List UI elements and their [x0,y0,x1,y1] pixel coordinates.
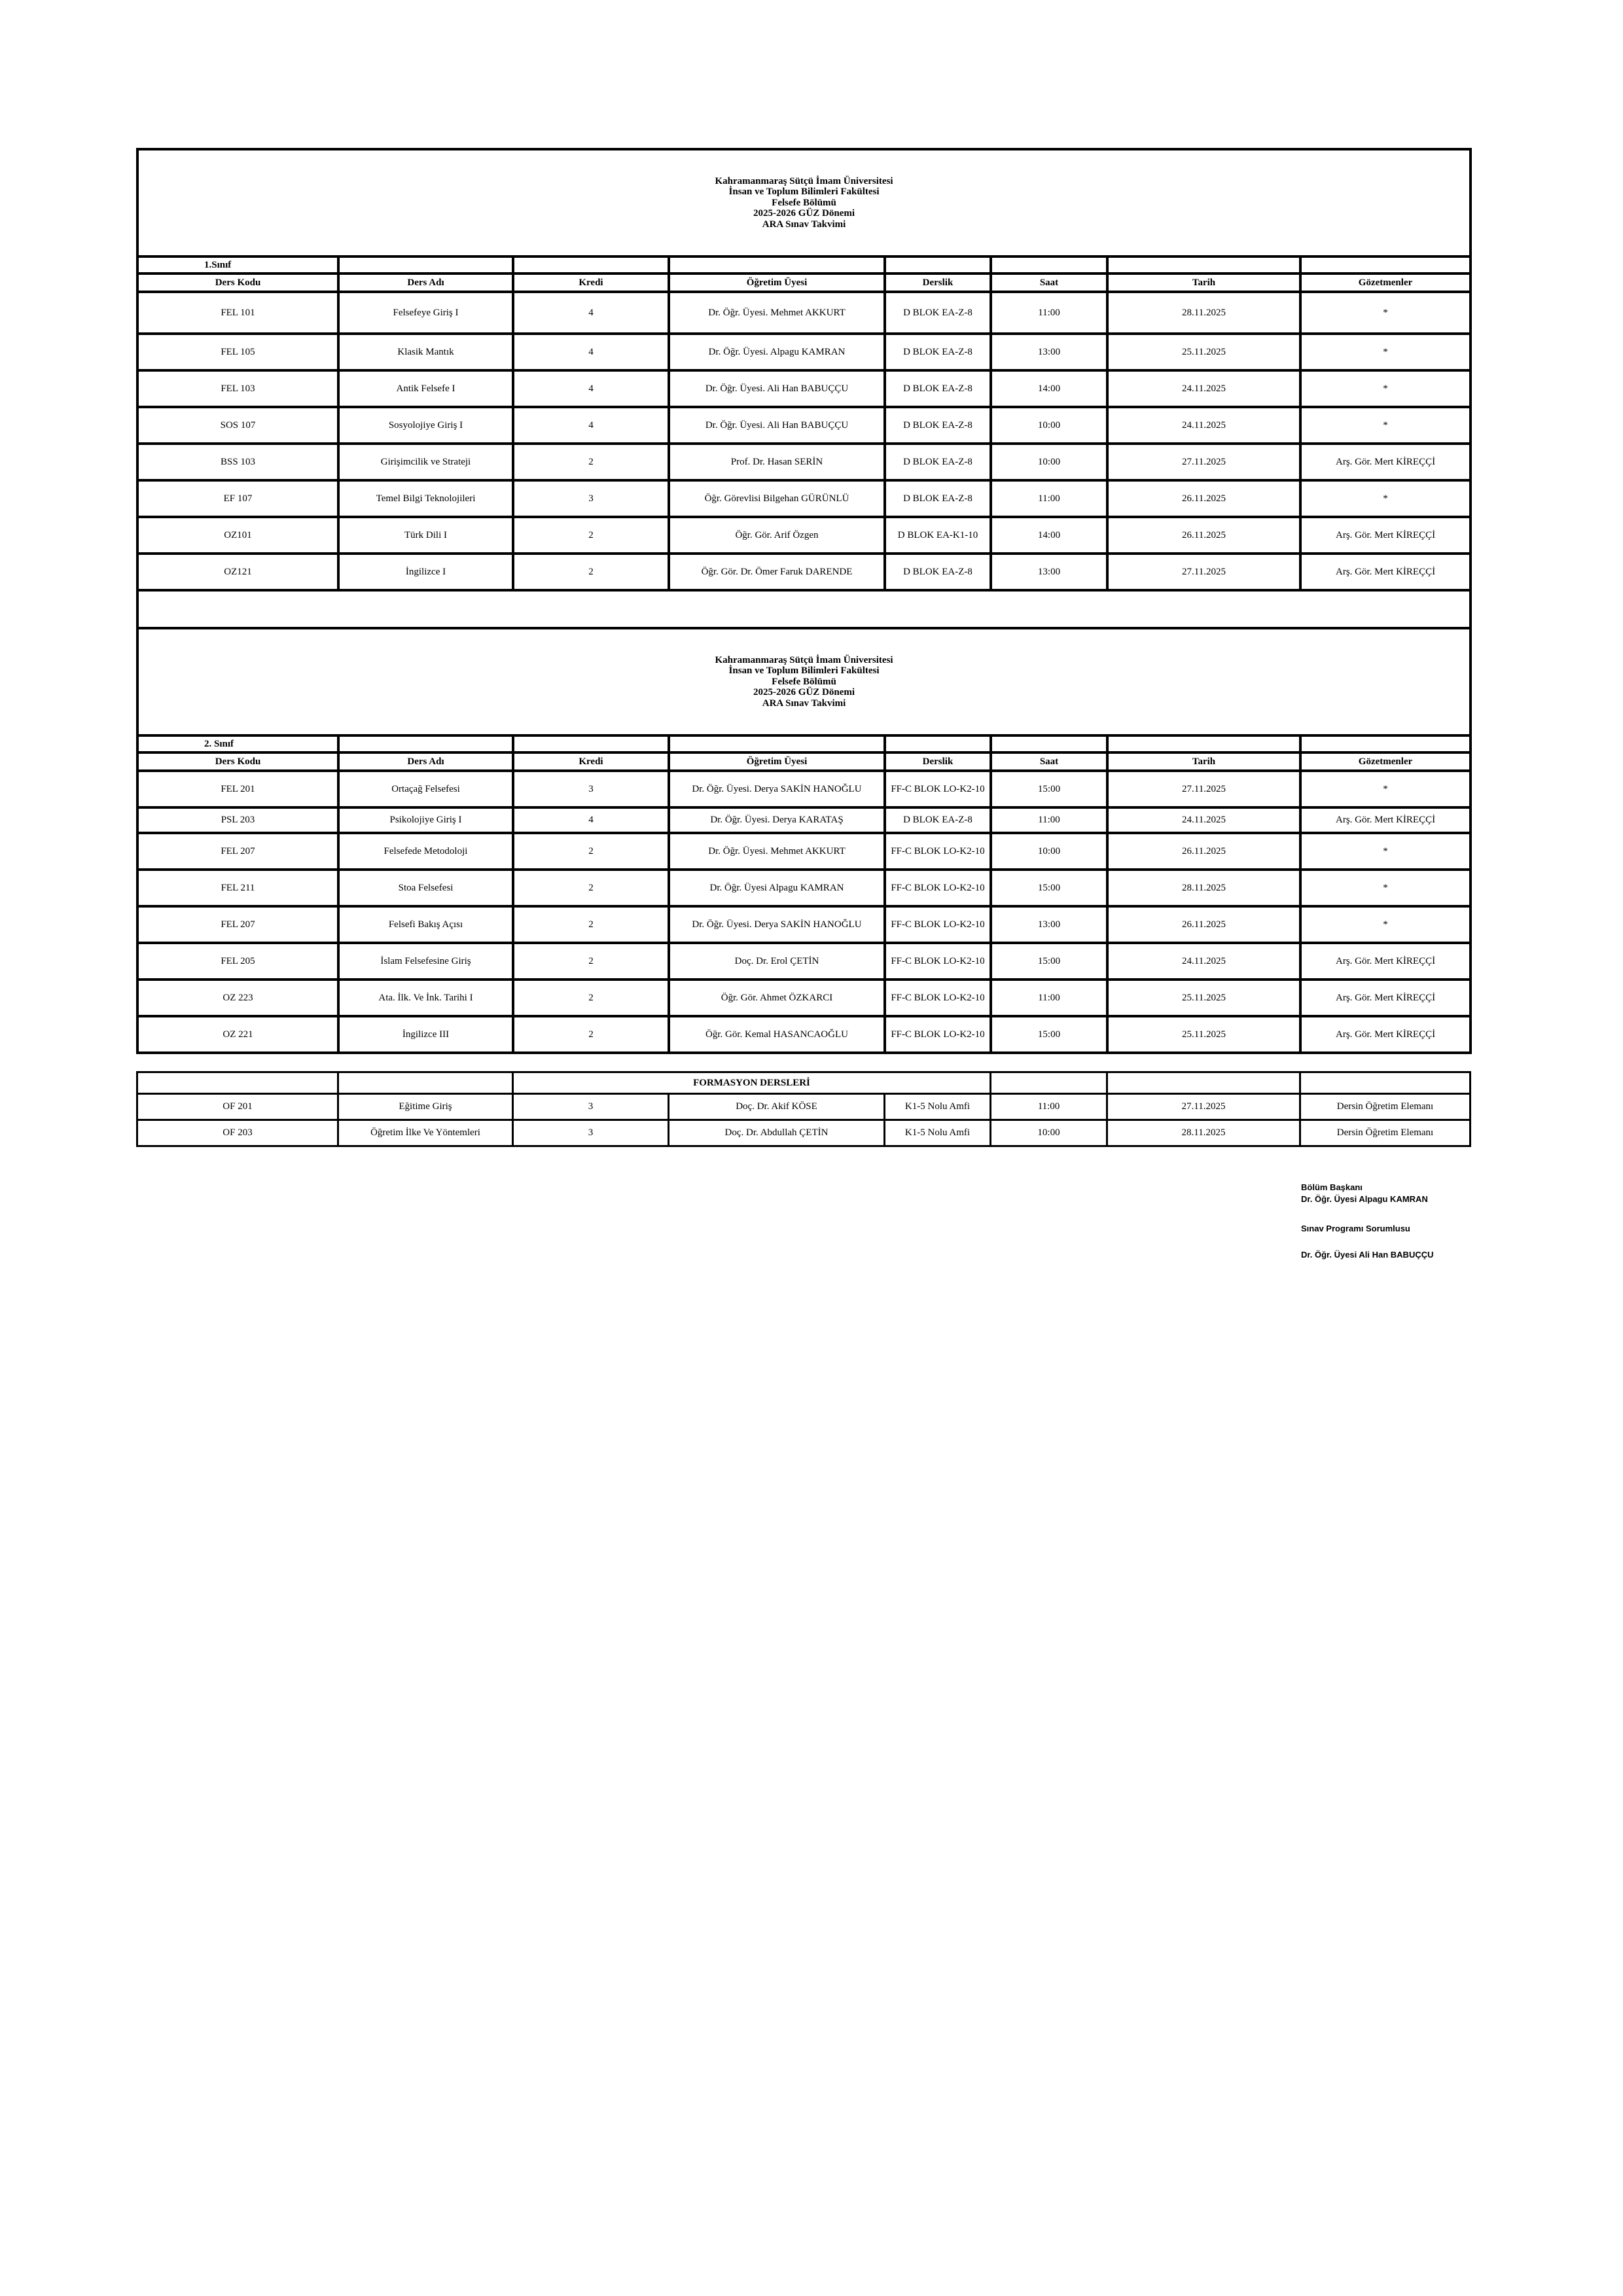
table-row [137,771,1471,807]
university-name: Kahramanmaraş Sütçü İmam Üniversitesi [715,654,893,665]
classroom-cell: FF-C BLOK LO-K2-10 [885,980,991,1016]
proctor-cell: Arş. Gör. Mert KİREÇÇİ [1300,943,1471,980]
classroom-cell: D BLOK EA-K1-10 [885,517,991,554]
time-cell: 11:00 [991,807,1107,833]
classroom-cell: FF-C BLOK LO-K2-10 [885,870,991,906]
class2-rows [137,771,1471,1053]
date-cell: 27.11.2025 [1107,444,1300,480]
time-cell: 15:00 [991,771,1107,807]
classroom-cell: FF-C BLOK LO-K2-10 [885,1016,991,1053]
course-code-cell: FEL 207 [137,833,338,870]
proctor-cell: Arş. Gör. Mert KİREÇÇİ [1300,444,1471,480]
class-label: 1.Sınıf [137,256,338,274]
credit-cell: 3 [513,1120,669,1146]
proctor-cell: * [1300,334,1471,370]
course-name-cell: İngilizce I [338,554,513,590]
time-cell: 15:00 [991,943,1107,980]
credit-cell: 2 [513,980,669,1016]
course-name-cell: Öğretim İlke Ve Yöntemleri [338,1120,513,1146]
course-code-cell: OZ 223 [137,980,338,1016]
proctor-cell: Dersin Öğretim Elemanı [1300,1094,1471,1120]
date-cell: 24.11.2025 [1107,807,1300,833]
credit-cell: 3 [513,771,669,807]
table-row [137,444,1471,480]
proctor-cell: * [1300,771,1471,807]
course-name-cell: Felsefi Bakış Açısı [338,906,513,943]
course-code-cell: OZ 221 [137,1016,338,1053]
course-code-cell: BSS 103 [137,444,338,480]
instructor-cell: Öğr. Gör. Dr. Ömer Faruk DARENDE [669,554,885,590]
col-header-tarih: Tarih [1107,752,1300,771]
classroom-cell: FF-C BLOK LO-K2-10 [885,833,991,870]
col-header-gozetmenler: Gözetmenler [1300,274,1471,292]
time-cell: 10:00 [991,407,1107,444]
classroom-cell: D BLOK EA-Z-8 [885,292,991,334]
formasyon-rows [137,1094,1471,1146]
course-name-cell: Stoa Felsefesi [338,870,513,906]
proctor-cell: Arş. Gör. Mert KİREÇÇİ [1300,980,1471,1016]
credit-cell: 2 [513,554,669,590]
col-header-ders-kodu: Ders Kodu [137,752,338,771]
exam-program-responsible-name: Dr. Öğr. Üyesi Ali Han BABUÇÇU [1301,1250,1434,1260]
time-cell: 13:00 [991,906,1107,943]
spacer-row [137,590,1471,628]
classroom-cell: FF-C BLOK LO-K2-10 [885,771,991,807]
date-cell: 28.11.2025 [1107,292,1300,334]
credit-cell: 2 [513,1016,669,1053]
table-row [137,870,1471,906]
date-cell: 26.11.2025 [1107,906,1300,943]
university-name: Kahramanmaraş Sütçü İmam Üniversitesi [715,175,893,186]
date-cell: 27.11.2025 [1107,1094,1300,1120]
table-row [137,1094,1471,1120]
course-code-cell: FEL 105 [137,334,338,370]
course-code-cell: FEL 211 [137,870,338,906]
course-code-cell: OZ121 [137,554,338,590]
course-code-cell: EF 107 [137,480,338,517]
proctor-cell: * [1300,906,1471,943]
time-cell: 14:00 [991,370,1107,407]
course-code-cell: FEL 103 [137,370,338,407]
term-name: 2025-2026 GÜZ Dönemi [753,208,855,219]
proctor-cell: * [1300,870,1471,906]
credit-cell: 2 [513,870,669,906]
table-row [137,906,1471,943]
department-name: Felsefe Bölümü [772,197,836,208]
time-cell: 11:00 [991,480,1107,517]
date-cell: 24.11.2025 [1107,943,1300,980]
exam-program-responsible-title: Sınav Programı Sorumlusu [1301,1224,1410,1233]
instructor-cell: Prof. Dr. Hasan SERİN [669,444,885,480]
instructor-cell: Dr. Öğr. Üyesi. Derya SAKİN HANOĞLU [669,906,885,943]
table-row [137,807,1471,833]
instructor-cell: Dr. Öğr. Üyesi. Mehmet AKKURT [669,292,885,334]
course-code-cell: FEL 201 [137,771,338,807]
table-row [137,517,1471,554]
course-name-cell: Ata. İlk. Ve İnk. Tarihi I [338,980,513,1016]
course-name-cell: İslam Felsefesine Giriş [338,943,513,980]
time-cell: 10:00 [991,833,1107,870]
table-row [137,833,1471,870]
course-code-cell: FEL 207 [137,906,338,943]
date-cell: 24.11.2025 [1107,370,1300,407]
date-cell: 28.11.2025 [1107,1120,1300,1146]
proctor-cell: Arş. Gör. Mert KİREÇÇİ [1300,554,1471,590]
signature-block [1301,1182,1434,1261]
col-header-ders-adi: Ders Adı [338,752,513,771]
course-name-cell: Temel Bilgi Teknolojileri [338,480,513,517]
date-cell: 26.11.2025 [1107,517,1300,554]
time-cell: 15:00 [991,870,1107,906]
department-head-name: Dr. Öğr. Üyesi Alpagu KAMRAN [1301,1194,1428,1204]
column-header-row-1 [137,274,1471,292]
instructor-cell: Doç. Dr. Abdullah ÇETİN [669,1120,885,1146]
classroom-cell: D BLOK EA-Z-8 [885,480,991,517]
classroom-cell: FF-C BLOK LO-K2-10 [885,943,991,980]
instructor-cell: Doç. Dr. Akif KÖSE [669,1094,885,1120]
department-head-title: Bölüm Başkanı [1301,1182,1363,1192]
proctor-cell: Arş. Gör. Mert KİREÇÇİ [1300,1016,1471,1053]
credit-cell: 4 [513,334,669,370]
instructor-cell: Dr. Öğr. Üyesi Alpagu KAMRAN [669,870,885,906]
instructor-cell: Dr. Öğr. Üyesi. Derya KARATAŞ [669,807,885,833]
instructor-cell: Öğr. Görevlisi Bilgehan GÜRÜNLÜ [669,480,885,517]
class1-rows [137,292,1471,590]
formasyon-header-row [137,1072,1471,1094]
instructor-cell: Dr. Öğr. Üyesi. Ali Han BABUÇÇU [669,407,885,444]
table-row [137,554,1471,590]
course-name-cell: Klasik Mantık [338,334,513,370]
credit-cell: 2 [513,444,669,480]
table-row [137,1016,1471,1053]
col-header-derslik: Derslik [885,274,991,292]
date-cell: 24.11.2025 [1107,407,1300,444]
credit-cell: 2 [513,943,669,980]
credit-cell: 2 [513,833,669,870]
course-name-cell: Felsefeye Giriş I [338,292,513,334]
column-header-row-2 [137,752,1471,771]
class-label: 2. Sınıf [137,735,338,752]
instructor-cell: Dr. Öğr. Üyesi. Derya SAKİN HANOĞLU [669,771,885,807]
time-cell: 14:00 [991,517,1107,554]
instructor-cell: Doç. Dr. Erol ÇETİN [669,943,885,980]
classroom-cell: D BLOK EA-Z-8 [885,807,991,833]
course-name-cell: Psikolojiye Giriş I [338,807,513,833]
proctor-cell: * [1300,480,1471,517]
proctor-cell: Dersin Öğretim Elemanı [1300,1120,1471,1146]
table-row [137,370,1471,407]
time-cell: 11:00 [991,1094,1107,1120]
course-name-cell: Girişimcilik ve Strateji [338,444,513,480]
department-name: Felsefe Bölümü [772,676,836,687]
col-header-tarih: Tarih [1107,274,1300,292]
col-header-gozetmenler: Gözetmenler [1300,752,1471,771]
classroom-cell: FF-C BLOK LO-K2-10 [885,906,991,943]
course-name-cell: Türk Dili I [338,517,513,554]
classroom-cell: D BLOK EA-Z-8 [885,444,991,480]
course-name-cell: Felsefede Metodoloji [338,833,513,870]
course-code-cell: FEL 101 [137,292,338,334]
credit-cell: 3 [513,480,669,517]
date-cell: 28.11.2025 [1107,870,1300,906]
document-title-1 [137,149,1471,256]
table-row [137,980,1471,1016]
proctor-cell: * [1300,292,1471,334]
exam-schedule-sheet [136,148,1469,1147]
col-header-saat: Saat [991,752,1107,771]
class-label-row-2 [137,735,1471,752]
instructor-cell: Dr. Öğr. Üyesi. Mehmet AKKURT [669,833,885,870]
proctor-cell: * [1300,370,1471,407]
col-header-derslik: Derslik [885,752,991,771]
col-header-ogretim-uyesi: Öğretim Üyesi [669,274,885,292]
instructor-cell: Dr. Öğr. Üyesi. Ali Han BABUÇÇU [669,370,885,407]
course-code-cell: SOS 107 [137,407,338,444]
credit-cell: 2 [513,517,669,554]
course-name-cell: Sosyolojiye Giriş I [338,407,513,444]
course-name-cell: Ortaçağ Felsefesi [338,771,513,807]
date-cell: 25.11.2025 [1107,334,1300,370]
col-header-kredi: Kredi [513,274,669,292]
date-cell: 26.11.2025 [1107,480,1300,517]
table-row [137,943,1471,980]
instructor-cell: Dr. Öğr. Üyesi. Alpagu KAMRAN [669,334,885,370]
title-row-1 [137,149,1471,256]
date-cell: 25.11.2025 [1107,980,1300,1016]
schedule-title: ARA Sınav Takvimi [762,698,846,709]
classroom-cell: K1-5 Nolu Amfi [885,1094,991,1120]
course-name-cell: Antik Felsefe I [338,370,513,407]
col-header-ders-adi: Ders Adı [338,274,513,292]
date-cell: 27.11.2025 [1107,554,1300,590]
col-header-ogretim-uyesi: Öğretim Üyesi [669,752,885,771]
schedule-title: ARA Sınav Takvimi [762,219,846,230]
exam-schedule-table [136,148,1472,1054]
proctor-cell: * [1300,407,1471,444]
table-row [137,407,1471,444]
credit-cell: 4 [513,292,669,334]
course-code-cell: OF 203 [137,1120,338,1146]
course-code-cell: OF 201 [137,1094,338,1120]
time-cell: 10:00 [991,1120,1107,1146]
classroom-cell: D BLOK EA-Z-8 [885,407,991,444]
time-cell: 15:00 [991,1016,1107,1053]
formasyon-title: FORMASYON DERSLERİ [513,1072,991,1094]
classroom-cell: D BLOK EA-Z-8 [885,554,991,590]
course-name-cell: Eğitime Giriş [338,1094,513,1120]
table-row [137,480,1471,517]
class-label-row-1 [137,256,1471,274]
formasyon-table [136,1071,1471,1147]
proctor-cell: * [1300,833,1471,870]
faculty-name: İnsan ve Toplum Bilimleri Fakültesi [728,186,880,198]
proctor-cell: Arş. Gör. Mert KİREÇÇİ [1300,517,1471,554]
document-title-2 [137,628,1471,735]
date-cell: 27.11.2025 [1107,771,1300,807]
credit-cell: 4 [513,407,669,444]
credit-cell: 3 [513,1094,669,1120]
classroom-cell: D BLOK EA-Z-8 [885,334,991,370]
time-cell: 11:00 [991,980,1107,1016]
instructor-cell: Öğr. Gör. Ahmet ÖZKARCI [669,980,885,1016]
table-row [137,1120,1471,1146]
table-row [137,334,1471,370]
instructor-cell: Öğr. Gör. Kemal HASANCAOĞLU [669,1016,885,1053]
time-cell: 13:00 [991,334,1107,370]
proctor-cell: Arş. Gör. Mert KİREÇÇİ [1300,807,1471,833]
faculty-name: İnsan ve Toplum Bilimleri Fakültesi [728,665,880,677]
col-header-kredi: Kredi [513,752,669,771]
time-cell: 11:00 [991,292,1107,334]
credit-cell: 4 [513,370,669,407]
col-header-ders-kodu: Ders Kodu [137,274,338,292]
course-name-cell: İngilizce III [338,1016,513,1053]
time-cell: 13:00 [991,554,1107,590]
term-name: 2025-2026 GÜZ Dönemi [753,687,855,698]
date-cell: 25.11.2025 [1107,1016,1300,1053]
classroom-cell: K1-5 Nolu Amfi [885,1120,991,1146]
instructor-cell: Öğr. Gör. Arif Özgen [669,517,885,554]
course-code-cell: OZ101 [137,517,338,554]
credit-cell: 4 [513,807,669,833]
credit-cell: 2 [513,906,669,943]
course-code-cell: PSL 203 [137,807,338,833]
course-code-cell: FEL 205 [137,943,338,980]
date-cell: 26.11.2025 [1107,833,1300,870]
title-row-2 [137,628,1471,735]
classroom-cell: D BLOK EA-Z-8 [885,370,991,407]
table-row [137,292,1471,334]
time-cell: 10:00 [991,444,1107,480]
col-header-saat: Saat [991,274,1107,292]
